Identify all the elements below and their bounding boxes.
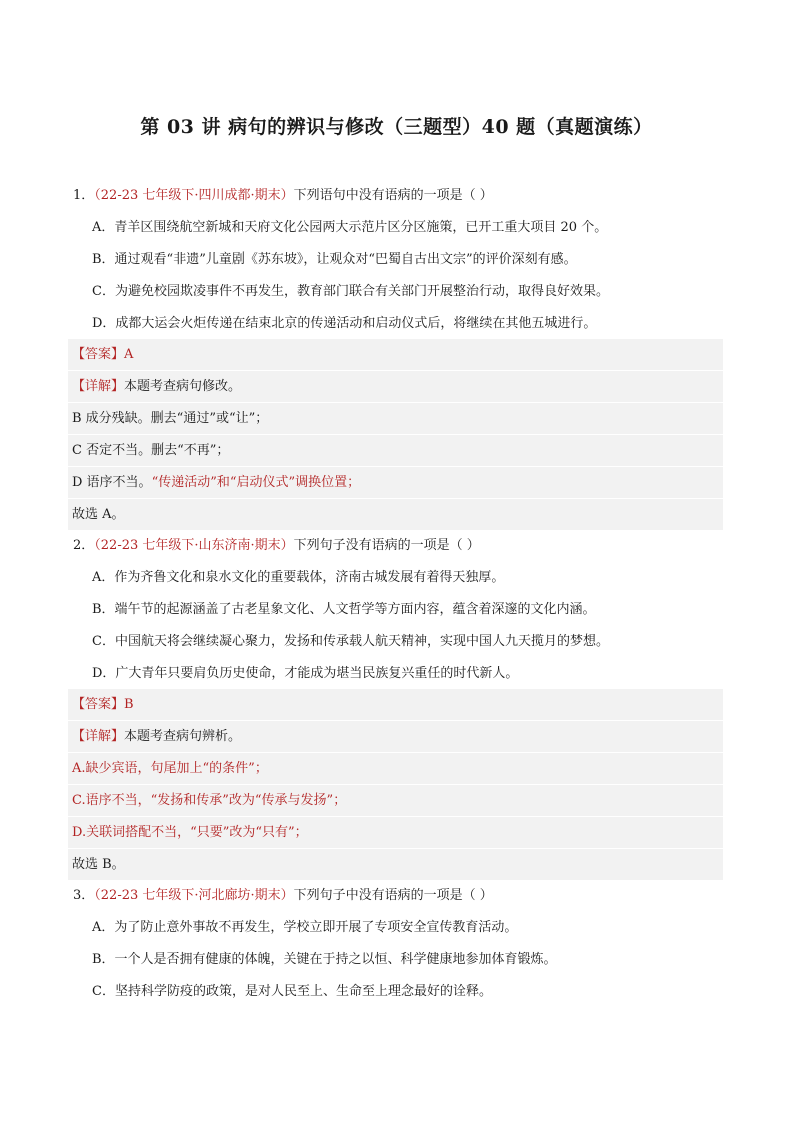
answer-line (68, 689, 723, 721)
question-text: 下列句子没有语病的一项是（ ） (293, 538, 480, 553)
note-c (68, 435, 723, 467)
option-d: D．广大青年只要肩负历史使命，才能成为堪当民族复兴重任的时代新人。 (92, 666, 519, 681)
detail-label: 【详解】 (72, 729, 125, 744)
detail-line (68, 371, 723, 403)
answer-value: B (124, 697, 134, 712)
option-c: C．中国航天将会继续凝心聚力，发扬和传承载人航天精神，实现中国人九天揽月的梦想。 (92, 634, 609, 649)
question-text: 下列句子中没有语病的一项是（ ） (293, 888, 493, 903)
question-number: 2． (73, 538, 95, 553)
question-2-stem (73, 536, 723, 556)
note-text: C 否定不当。删去“不再”； (72, 443, 230, 458)
answer-block-2 (68, 689, 723, 881)
conclusion-line: 故选 A。 (68, 499, 723, 531)
option-b: B．一个人是否拥有健康的体魄，关键在于持之以恒、科学健康地参加体育锻炼。 (92, 952, 557, 967)
note-b (68, 403, 723, 435)
detail-text: 本题考查病句修改。 (124, 379, 242, 394)
question-source: （22-23 七年级下·山东济南·期末） (94, 538, 294, 553)
question-source: （22-23 七年级下·四川成都·期末） (94, 188, 294, 203)
question-number: 1． (73, 188, 95, 203)
option-b: B．端午节的起源涵盖了古老星象文化、人文哲学等方面内容，蕴含着深邃的文化内涵。 (92, 602, 596, 617)
answer-line (68, 339, 723, 371)
question-text: 下列语句中没有语病的一项是（ ） (293, 188, 493, 203)
question-source: （22-23 七年级下·河北廊坊·期末） (94, 888, 294, 903)
detail-line (68, 721, 723, 753)
option-a: A．作为齐鲁文化和泉水文化的重要载体，济南古城发展有着得天独厚。 (92, 570, 505, 585)
question-number: 3． (73, 888, 95, 903)
detail-label: 【详解】 (72, 379, 125, 394)
note-d (68, 467, 723, 499)
page-title: 第 03 讲 病句的辨识与修改（三题型）40 题（真题演练） (140, 116, 653, 138)
note-text-red: “传递活动”和“启动仪式”调换位置； (151, 475, 361, 490)
question-3-stem (73, 886, 723, 906)
option-d: D．成都大运会火炬传递在结束北京的传递活动和启动仪式后，将继续在其他五城进行。 (92, 316, 597, 331)
note-a: A.缺少宾语，句尾加上“的条件”； (68, 753, 723, 785)
note-text: B 成分残缺。删去“通过”或“让”； (72, 411, 269, 426)
option-a: A．青羊区围绕航空新城和天府文化公园两大示范片区分区施策，已开工重大项目 20 个。 (92, 220, 608, 235)
detail-text: 本题考查病句辨析。 (124, 729, 242, 744)
note-d: D.关联词搭配不当，“只要”改为“只有”； (68, 817, 723, 849)
option-a: A．为了防止意外事故不再发生，学校立即开展了专项安全宣传教育活动。 (92, 920, 518, 935)
note-c: C.语序不当，“发扬和传承”改为“传承与发扬”； (68, 785, 723, 817)
answer-block-1 (68, 339, 723, 531)
answer-label: 【答案】 (72, 347, 125, 362)
note-text: D 语序不当。 (72, 475, 152, 490)
answer-value: A (124, 347, 134, 362)
question-1-stem (73, 186, 723, 206)
option-b: B．通过观看“非遗”儿童剧《苏东坡》，让观众对“巴蜀自古出文宗”的评价深刻有感。 (92, 252, 577, 267)
option-c: C．为避免校园欺凌事件不再发生，教育部门联合有关部门开展整治行动，取得良好效果。 (92, 284, 609, 299)
option-c: C．坚持科学防疫的政策，是对人民至上、生命至上理念最好的诠释。 (92, 984, 492, 999)
conclusion-line: 故选 B。 (68, 849, 723, 881)
answer-label: 【答案】 (72, 697, 125, 712)
